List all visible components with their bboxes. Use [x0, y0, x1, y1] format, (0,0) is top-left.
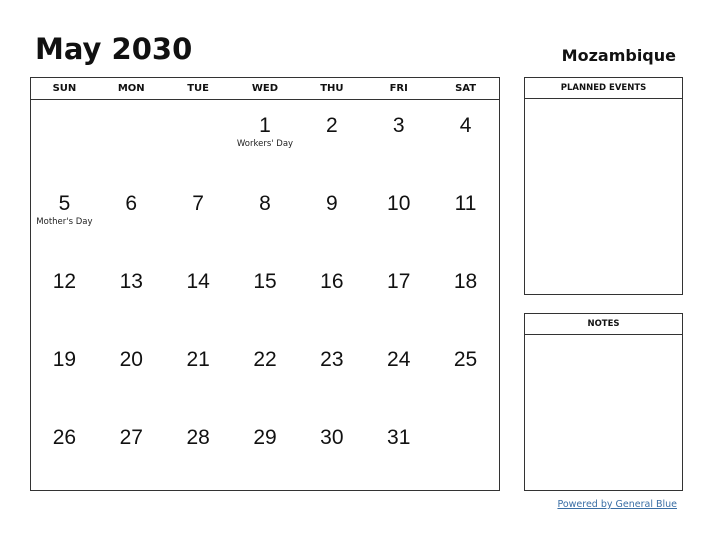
- day-cell: [432, 256, 499, 334]
- day-number: 9: [326, 192, 338, 215]
- day-cell: [232, 412, 299, 490]
- day-cell: [432, 412, 499, 490]
- day-number: 6: [125, 192, 138, 215]
- weekday-header: SUN: [52, 83, 77, 94]
- day-cell: [298, 412, 365, 490]
- weekday-header: TUE: [187, 83, 210, 94]
- weekday-header: THU: [320, 83, 344, 94]
- planned-events-heading: PLANNED EVENTS: [525, 78, 682, 99]
- day-cell: [298, 100, 365, 178]
- day-number: 1: [259, 114, 271, 137]
- day-cell: [165, 100, 232, 178]
- day-number: 27: [119, 426, 143, 449]
- country-label: Mozambique: [561, 46, 676, 65]
- day-number: 17: [387, 270, 411, 293]
- day-number: 8: [259, 192, 271, 215]
- day-number: 31: [387, 426, 411, 449]
- day-cell: [98, 256, 165, 334]
- day-number: 19: [52, 348, 77, 371]
- day-cell: [165, 178, 232, 256]
- day-number: 22: [253, 348, 277, 371]
- day-cell: [31, 412, 98, 490]
- day-cell: [365, 100, 432, 178]
- holiday-label: Mother's Day: [36, 217, 93, 227]
- day-number: 30: [320, 426, 344, 449]
- day-cell: [432, 334, 499, 412]
- day-number: 12: [52, 270, 77, 293]
- day-number: 18: [453, 270, 478, 293]
- notes-heading: NOTES: [525, 314, 682, 335]
- day-cell: [165, 412, 232, 490]
- day-number: 15: [253, 270, 277, 293]
- day-cell: [232, 256, 299, 334]
- day-number: 13: [119, 270, 143, 293]
- day-number: 21: [186, 348, 210, 371]
- day-number: 29: [253, 426, 277, 449]
- weekday-header: MON: [117, 83, 145, 94]
- weekday-header-row: [31, 78, 499, 100]
- weekday-header: FRI: [389, 83, 408, 94]
- day-cell: [31, 256, 98, 334]
- day-cell: [432, 100, 499, 178]
- day-cell: [31, 178, 98, 256]
- day-number: 3: [392, 114, 405, 137]
- day-cell: [432, 178, 499, 256]
- day-number: 5: [58, 192, 71, 215]
- day-cell: [232, 178, 299, 256]
- day-cell: [98, 100, 165, 178]
- day-number: 2: [326, 114, 338, 137]
- day-number: 14: [186, 270, 210, 293]
- day-number: 16: [320, 270, 344, 293]
- day-number: 7: [192, 192, 204, 215]
- day-number: 10: [387, 192, 411, 215]
- day-number: 25: [453, 348, 478, 371]
- day-cell: [31, 100, 98, 178]
- day-cell: [365, 334, 432, 412]
- day-cell: [98, 334, 165, 412]
- holiday-label: Workers' Day: [236, 139, 294, 149]
- day-cell: [298, 178, 365, 256]
- day-cell: [232, 100, 299, 178]
- day-number: 20: [119, 348, 143, 371]
- planned-events-panel: [524, 77, 683, 295]
- day-cell: [365, 256, 432, 334]
- notes-panel: [524, 313, 683, 491]
- day-cell: [232, 334, 299, 412]
- day-cell: [365, 178, 432, 256]
- calendar-weeks: [31, 100, 499, 490]
- page-title: May 2030: [35, 32, 193, 66]
- day-cell: [31, 334, 98, 412]
- day-cell: [365, 412, 432, 490]
- day-number: 26: [52, 426, 77, 449]
- calendar-grid: [30, 77, 500, 491]
- powered-by-link[interactable]: Powered by General Blue: [557, 499, 677, 510]
- day-number: 11: [454, 192, 477, 215]
- day-cell: [165, 334, 232, 412]
- day-number: 24: [387, 348, 411, 371]
- day-cell: [298, 256, 365, 334]
- day-cell: [98, 178, 165, 256]
- day-cell: [165, 256, 232, 334]
- day-number: 23: [320, 348, 344, 371]
- weekday-header: WED: [251, 83, 279, 94]
- day-cell: [298, 334, 365, 412]
- day-number: 28: [186, 426, 210, 449]
- weekday-header: SAT: [455, 83, 477, 94]
- day-number: 4: [459, 114, 472, 137]
- day-cell: [98, 412, 165, 490]
